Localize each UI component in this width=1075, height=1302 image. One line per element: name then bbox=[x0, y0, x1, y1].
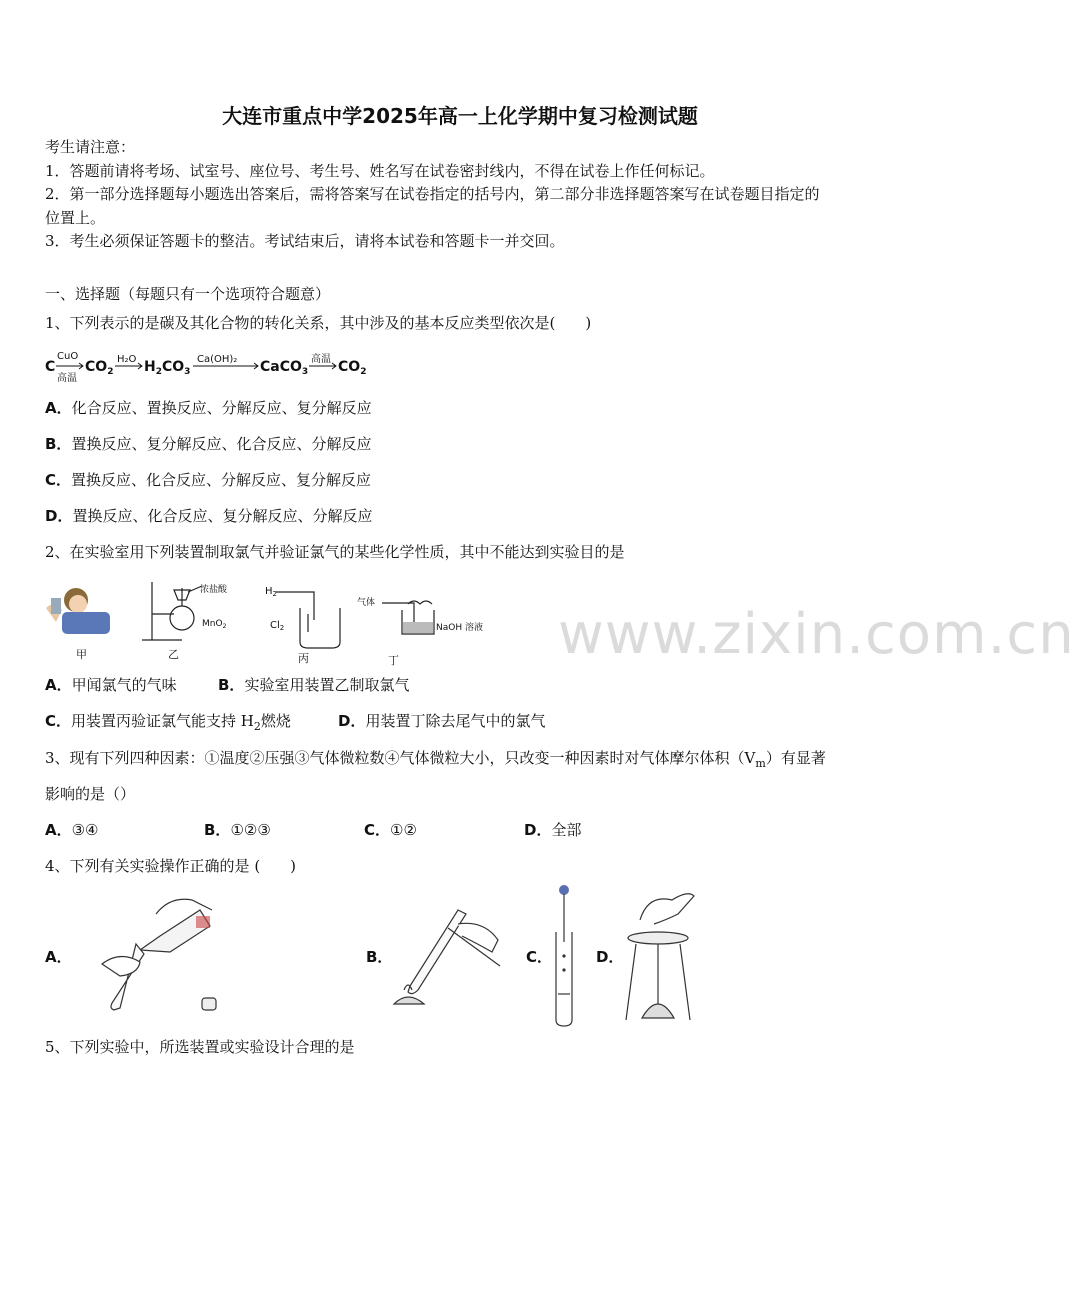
cond-h2o: H₂O bbox=[117, 354, 137, 365]
q3-option-b[interactable]: B．①②③ bbox=[204, 821, 271, 839]
fig-label-hcl: 浓盐酸 bbox=[200, 585, 228, 595]
eq-h2co3: $H_2CO_3$ bbox=[144, 359, 191, 377]
cond-caoh2: Ca(OH)₂ bbox=[197, 354, 238, 365]
q2-apparatus-figure bbox=[42, 578, 512, 666]
question-3-stem: 3、现有下列四种因素：①温度②压强③气体微粒数④气体微粒大小，只改变一种因素时对气体摩尔体积$(V_m)$有显著 bbox=[45, 749, 826, 770]
cond-cuo: CuO bbox=[57, 351, 79, 362]
q2-option-b[interactable]: B．实验室用装置乙制取氯气 bbox=[218, 676, 410, 694]
fig-label-jia: 甲 bbox=[76, 648, 87, 661]
q3-option-a[interactable]: A．③④ bbox=[45, 821, 99, 839]
question-4-stem: 4、下列有关实验操作正确的是 ( ) bbox=[45, 857, 297, 875]
cond-gaowen: 高温 bbox=[57, 373, 77, 384]
q4-figure-b-heating bbox=[388, 900, 508, 1015]
eq-co2-final: $CO_2$ bbox=[338, 359, 367, 377]
fig-label-h2: $H_2$ bbox=[265, 586, 277, 598]
q2-option-c[interactable]: C．用装置丙验证氯气能支持 $H_2$燃烧 bbox=[45, 712, 291, 733]
fig-yi-apparatus bbox=[142, 582, 202, 640]
fig-label-ding: 丁 bbox=[388, 654, 399, 667]
q3-option-c[interactable]: C．①② bbox=[364, 821, 417, 839]
question-3-stem-line2: 影响的是（） bbox=[45, 785, 136, 803]
page-title: 大连市重点中学2025年高一上化学期中复习检测试题 bbox=[222, 104, 698, 128]
q1-option-b[interactable]: B．置换反应、复分解反应、化合反应、分解反应 bbox=[45, 435, 372, 453]
fig-label-gas: 气体 bbox=[357, 598, 376, 608]
q1-option-c[interactable]: C．置换反应、化合反应、分解反应、复分解反应 bbox=[45, 471, 372, 489]
q4-option-a-label[interactable]: A． bbox=[45, 948, 72, 966]
question-2-stem: 2、在实验室用下列装置制取氯气并验证氯气的某些化学性质，其中不能达到实验目的是 bbox=[45, 543, 625, 561]
notice-heading: 考生请注意： bbox=[45, 138, 136, 156]
eq-c: C bbox=[45, 359, 56, 375]
q2-option-d[interactable]: D．用装置丁除去尾气中的氯气 bbox=[338, 712, 546, 730]
q4-option-d-label[interactable]: D． bbox=[596, 948, 624, 966]
q1-option-a[interactable]: A．化合反应、置换反应、分解反应、复分解反应 bbox=[45, 399, 372, 417]
q1-option-d[interactable]: D．置换反应、化合反应、复分解反应、分解反应 bbox=[45, 507, 373, 525]
fig-label-naoh: NaOH 溶液 bbox=[436, 623, 483, 633]
q4-figure-c-dropper bbox=[552, 884, 578, 1029]
q4-figure-d-evaporating bbox=[618, 890, 698, 1025]
notice-item: 位置上。 bbox=[45, 208, 106, 227]
reaction-chain-equation bbox=[45, 345, 405, 385]
section-heading: 一、选择题（每题只有一个选项符合题意） bbox=[45, 285, 331, 303]
q2-option-a[interactable]: A．甲闻氯气的气味 bbox=[45, 676, 177, 694]
fig-label-cl2: $Cl_2$ bbox=[270, 620, 285, 632]
watermark: www.zixin.com.cn bbox=[558, 602, 1075, 667]
notice-item: 2．第一部分选择题每小题选出答案后，需将答案写在试卷指定的括号内，第二部分非选择题答案写在试卷题目指定的 bbox=[45, 185, 820, 203]
eq-co2: $CO_2$ bbox=[85, 359, 114, 377]
question-5-stem: 5、下列实验中，所选装置或实验设计合理的是 bbox=[45, 1038, 355, 1056]
fig-label-yi: 乙 bbox=[168, 648, 179, 661]
notice-item: 1．答题前请将考场、试室号、座位号、考生号、姓名写在试卷密封线内，不得在试卷上作任何标记。 bbox=[45, 161, 715, 180]
q4-figure-a-pouring bbox=[100, 890, 220, 1020]
fig-label-bing: 丙 bbox=[298, 652, 309, 665]
cond-gaowen-2: 高温 bbox=[311, 354, 331, 365]
q3-option-d[interactable]: D．全部 bbox=[524, 821, 582, 839]
q4-option-c-label[interactable]: C． bbox=[526, 948, 553, 966]
fig-bing-apparatus bbox=[276, 592, 340, 648]
q4-option-b-label[interactable]: B． bbox=[366, 948, 393, 966]
notice-block bbox=[45, 136, 885, 254]
fig-naoh-liquid bbox=[403, 622, 433, 633]
notice-item: 3．考生必须保证答题卡的整洁。考试结束后，请将本试卷和答题卡一并交回。 bbox=[45, 232, 565, 250]
fig-label-mno2: MnO$_2$ bbox=[202, 619, 227, 630]
eq-caco3: CaCO$_3$ bbox=[260, 359, 309, 377]
question-1-stem: 1、下列表示的是碳及其化合物的转化关系，其中涉及的基本反应类型依次是( ) bbox=[45, 314, 592, 332]
fig-jia-person bbox=[46, 588, 110, 634]
